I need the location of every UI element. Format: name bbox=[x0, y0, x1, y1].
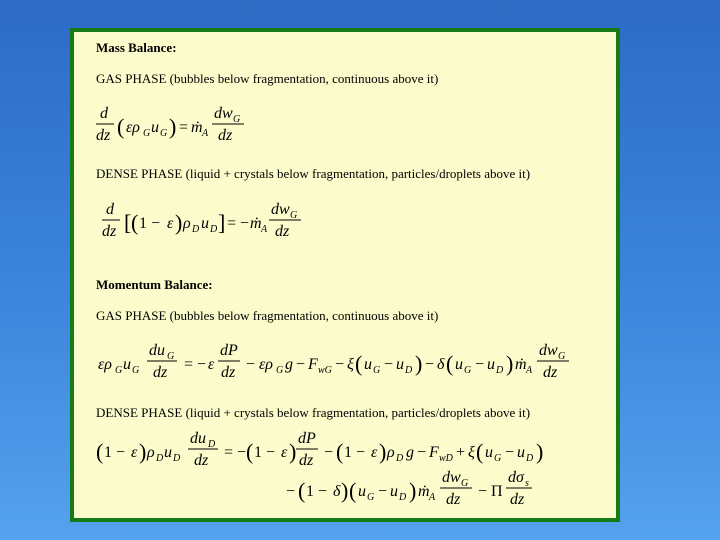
svg-text:dz: dz bbox=[275, 223, 290, 240]
svg-text:A: A bbox=[526, 365, 533, 376]
svg-text:ṁ: ṁ bbox=[250, 215, 262, 232]
svg-text:G: G bbox=[464, 365, 472, 376]
svg-text:A: A bbox=[429, 492, 436, 503]
mass-gas-phase-label: GAS PHASE (bubbles below fragmentation, continuous above it) bbox=[96, 71, 439, 86]
svg-text:= −: = − bbox=[184, 356, 207, 373]
svg-text:ρ: ρ bbox=[387, 444, 395, 461]
mass-balance-heading: Mass Balance: bbox=[96, 40, 177, 55]
svg-text:A: A bbox=[261, 224, 268, 235]
svg-text:−: − bbox=[335, 356, 345, 373]
svg-text:ε: ε bbox=[371, 444, 378, 461]
svg-text:D: D bbox=[173, 453, 181, 464]
svg-text:ερ: ερ bbox=[259, 356, 273, 373]
svg-text:G: G bbox=[115, 365, 123, 376]
svg-text:dz: dz bbox=[96, 127, 111, 144]
svg-text:G: G bbox=[367, 492, 375, 503]
svg-text:(: ( bbox=[446, 351, 454, 376]
momentum-balance-heading: Momentum Balance: bbox=[96, 277, 213, 292]
svg-text:dz: dz bbox=[218, 127, 233, 144]
svg-text:dz: dz bbox=[102, 223, 117, 240]
svg-text:1 −: 1 − bbox=[306, 483, 328, 500]
svg-text:g: g bbox=[285, 356, 293, 373]
svg-text:ṁ: ṁ bbox=[418, 483, 430, 500]
svg-text:u: u bbox=[151, 119, 159, 136]
svg-text:G: G bbox=[373, 365, 381, 376]
svg-text:=: = bbox=[179, 119, 189, 136]
svg-text:dz: dz bbox=[221, 364, 236, 381]
svg-text:wG: wG bbox=[318, 365, 332, 376]
svg-text:(: ( bbox=[298, 478, 306, 503]
svg-text:dP: dP bbox=[298, 430, 316, 447]
svg-text:−: − bbox=[475, 356, 485, 373]
svg-text:ξ: ξ bbox=[468, 444, 475, 461]
svg-text:): ) bbox=[289, 439, 297, 464]
svg-text:dz: dz bbox=[153, 364, 168, 381]
svg-text:d: d bbox=[100, 105, 108, 122]
svg-text:dw: dw bbox=[271, 201, 290, 218]
svg-text:G: G bbox=[558, 351, 566, 362]
svg-text:u: u bbox=[517, 444, 525, 461]
svg-text:D: D bbox=[496, 365, 504, 376]
svg-text:u: u bbox=[358, 483, 366, 500]
svg-text:δ: δ bbox=[437, 356, 445, 373]
svg-text:G: G bbox=[233, 114, 241, 125]
svg-text:u: u bbox=[455, 356, 463, 373]
svg-text:δ: δ bbox=[333, 483, 341, 500]
svg-text:): ) bbox=[169, 114, 177, 139]
svg-text:D: D bbox=[526, 453, 534, 464]
svg-text:A: A bbox=[202, 128, 209, 139]
svg-text:ξ: ξ bbox=[347, 356, 354, 373]
svg-text:ερ: ερ bbox=[98, 356, 112, 373]
svg-text:): ) bbox=[536, 439, 544, 464]
svg-text:dP: dP bbox=[220, 342, 238, 359]
svg-text:D: D bbox=[208, 439, 216, 450]
svg-text:): ) bbox=[139, 439, 147, 464]
svg-text:ṁ: ṁ bbox=[515, 356, 527, 373]
svg-text:1 −: 1 − bbox=[139, 215, 161, 232]
svg-text:): ) bbox=[409, 478, 417, 503]
svg-text:(: ( bbox=[349, 478, 357, 503]
svg-text:= −: = − bbox=[227, 215, 250, 232]
svg-text:dw: dw bbox=[442, 469, 461, 486]
svg-text:D: D bbox=[405, 365, 413, 376]
svg-text:G: G bbox=[167, 351, 175, 362]
svg-text:u: u bbox=[201, 215, 209, 232]
svg-text:u: u bbox=[364, 356, 372, 373]
svg-text:ε: ε bbox=[281, 444, 288, 461]
svg-text:D: D bbox=[210, 224, 218, 235]
svg-text:dz: dz bbox=[543, 364, 558, 381]
svg-text:wD: wD bbox=[439, 453, 453, 464]
svg-text:ερ: ερ bbox=[126, 119, 140, 136]
svg-text:dz: dz bbox=[446, 491, 461, 508]
svg-text:): ) bbox=[341, 478, 349, 503]
momentum-dense-phase-label: DENSE PHASE (liquid + crystals below fragmentation, particles/droplets above it) bbox=[96, 405, 531, 420]
svg-text:ε: ε bbox=[131, 444, 138, 461]
svg-text:du: du bbox=[190, 430, 206, 447]
svg-text:u: u bbox=[487, 356, 495, 373]
mass-dense-phase-label: DENSE PHASE (liquid + crystals below fragmentation, particles/droplets above it) bbox=[96, 166, 531, 181]
svg-text:D: D bbox=[156, 453, 164, 464]
svg-text:dσ: dσ bbox=[508, 469, 524, 486]
svg-text:dz: dz bbox=[299, 452, 314, 469]
svg-text:u: u bbox=[396, 356, 404, 373]
svg-text:u: u bbox=[485, 444, 493, 461]
svg-text:(: ( bbox=[117, 114, 125, 139]
svg-text:ρ: ρ bbox=[183, 215, 191, 232]
svg-text:−: − bbox=[384, 356, 394, 373]
svg-text:(: ( bbox=[355, 351, 363, 376]
svg-text:ε: ε bbox=[208, 356, 215, 373]
svg-text:G: G bbox=[132, 365, 140, 376]
svg-text:g: g bbox=[406, 444, 414, 461]
svg-text:(: ( bbox=[336, 439, 344, 464]
svg-text:−: − bbox=[246, 356, 256, 373]
svg-text:1 −: 1 − bbox=[344, 444, 366, 461]
svg-text:): ) bbox=[415, 351, 423, 376]
svg-text:1 −: 1 − bbox=[254, 444, 276, 461]
svg-text:ρ: ρ bbox=[147, 444, 155, 461]
svg-text:= −: = − bbox=[224, 444, 247, 461]
svg-text:− Π: − Π bbox=[478, 483, 503, 500]
svg-text:u: u bbox=[123, 356, 131, 373]
svg-text:(: ( bbox=[246, 439, 254, 464]
svg-text:dw: dw bbox=[539, 342, 558, 359]
svg-text:D: D bbox=[396, 453, 404, 464]
svg-text:dz: dz bbox=[510, 491, 525, 508]
svg-text:−: − bbox=[296, 356, 306, 373]
svg-text:(: ( bbox=[131, 210, 139, 235]
svg-text:du: du bbox=[149, 342, 165, 359]
svg-text:(: ( bbox=[476, 439, 484, 464]
svg-text:u: u bbox=[390, 483, 398, 500]
svg-text:d: d bbox=[106, 201, 114, 218]
svg-text:−: − bbox=[324, 444, 334, 461]
svg-text:G: G bbox=[494, 453, 502, 464]
svg-text:G: G bbox=[290, 210, 298, 221]
svg-text:): ) bbox=[506, 351, 514, 376]
svg-text:−: − bbox=[286, 483, 296, 500]
svg-text:G: G bbox=[160, 128, 168, 139]
svg-text:s: s bbox=[525, 478, 529, 489]
svg-text:ε: ε bbox=[167, 215, 174, 232]
svg-text:F: F bbox=[429, 444, 439, 461]
svg-text:): ) bbox=[175, 210, 183, 235]
svg-text:G: G bbox=[461, 478, 469, 489]
svg-text:u: u bbox=[164, 444, 172, 461]
svg-text:1 −: 1 − bbox=[104, 444, 126, 461]
svg-text:D: D bbox=[399, 492, 407, 503]
svg-text:+: + bbox=[456, 444, 466, 461]
svg-text:F: F bbox=[308, 356, 318, 373]
momentum-gas-phase-label: GAS PHASE (bubbles below fragmentation, continuous above it) bbox=[96, 308, 439, 323]
svg-text:D: D bbox=[192, 224, 200, 235]
mass-dense-equation bbox=[98, 196, 328, 246]
svg-text:dz: dz bbox=[194, 452, 209, 469]
svg-text:(: ( bbox=[96, 439, 104, 464]
momentum-dense-equation-line2 bbox=[284, 464, 564, 514]
svg-text:): ) bbox=[379, 439, 387, 464]
svg-text:G: G bbox=[143, 128, 151, 139]
svg-text:−: − bbox=[505, 444, 515, 461]
svg-text:dw: dw bbox=[214, 105, 233, 122]
content-panel bbox=[70, 28, 620, 522]
svg-text:−: − bbox=[425, 356, 435, 373]
svg-text:−: − bbox=[417, 444, 427, 461]
svg-text:ṁ: ṁ bbox=[191, 119, 203, 136]
momentum-gas-equation bbox=[94, 337, 614, 387]
svg-text:]: ] bbox=[218, 210, 226, 235]
svg-text:G: G bbox=[276, 365, 284, 376]
mass-gas-equation bbox=[94, 100, 294, 150]
svg-text:−: − bbox=[378, 483, 388, 500]
svg-text:[: [ bbox=[124, 210, 132, 235]
